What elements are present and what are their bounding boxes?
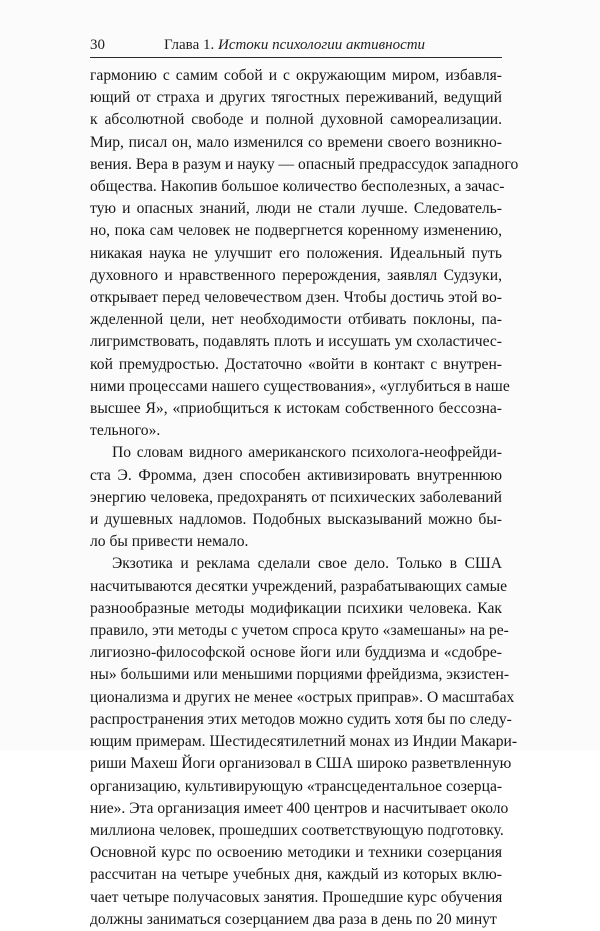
text-line: риши Махеш Йоги организовал в США широко разветвленную	[90, 755, 512, 773]
text-line: ционализма и других не менее «острых приправ». О масштабах	[90, 688, 515, 706]
chapter-heading	[164, 34, 425, 56]
text-line: ними процессами нашего существования», «углубиться в наше	[90, 377, 510, 395]
text-line: высшее Я», «приобщиться к истокам собственного бессозна-	[90, 400, 502, 418]
text-line: лигримствовать, подавлять плоть и иссушать ум схоластичес-	[90, 333, 502, 351]
text-line: ста Э. Фромма, дзен способен активизировать внутреннюю	[90, 466, 502, 484]
text-line: кой премудростью. Достаточно «войти в контакт с внутрен-	[90, 355, 502, 373]
text-line: лигиозно-философской основе йоги или буддизма и «сдобре-	[90, 644, 502, 662]
text-line: энергию человека, предохранять от психических заболеваний	[90, 488, 502, 506]
text-line: рассчитан на четыре учебных дня, каждый из которых вклю-	[90, 866, 502, 884]
page-number: 30	[90, 37, 105, 53]
paragraph-3	[90, 553, 518, 930]
text-line: вения. Вера в разум и науку — опасный предрассудок западного	[90, 155, 519, 173]
text-line: Основной курс по освоению методики и техники созерцания	[90, 844, 502, 862]
text-line: духовного и нравственного перерождения, заявлял Судзуки,	[90, 266, 502, 284]
text-line: ло бы привести немало.	[90, 533, 249, 551]
text-line: тельного».	[90, 422, 161, 440]
text-line: чает четыре получасовых занятия. Прошедшие курс обучения	[90, 888, 503, 906]
text-line: жделенной цели, нет необходимости отбивать поклоны, па-	[90, 311, 502, 329]
text-line: миллиона человек, прошедших соответствующую подготовку.	[90, 821, 504, 839]
text-line: тую и опасных знаний, люди не стали лучше. Следователь-	[90, 200, 502, 218]
text-line: к абсолютной свободе и полной духовной самореализации.	[90, 111, 502, 129]
text-line: распространения этих методов можно судить хотя бы по следу-	[90, 710, 512, 728]
text-line: открывает перед человечеством дзен. Чтобы достичь этой во-	[90, 289, 502, 307]
text-line: гармонию с самим собой и с окружающим миром, избавля-	[90, 67, 502, 84]
chapter-title: Истоки психологии активности	[217, 37, 426, 53]
text-line: общества. Накопив большое количество бесполезных, а зачас-	[90, 178, 505, 196]
text-line: организацию, культивирующую «трансцедентальное созерца-	[90, 777, 503, 795]
text-line: и душевных надломов. Подобных высказываний можно бы-	[90, 511, 502, 529]
text-line: но, пока сам человек не подвергнется коренному изменению,	[90, 222, 502, 240]
text-line: правило, эти методы с учетом спроса круто «замешаны» на ре-	[90, 622, 509, 640]
text-line: ющий от страха и других тягостных переживаний, ведущий	[90, 89, 502, 107]
text-line: По словам видного американского психолога-неофрейди-	[112, 444, 502, 462]
body-text	[90, 65, 519, 931]
text-line: ние». Эта организация имеет 400 центров и насчитывает около	[90, 799, 509, 817]
text-line: ны» большими или меньшими порциями фрейдизма, экзистен-	[90, 666, 510, 684]
text-line: разнообразные методы модификации психики человека. Как	[90, 599, 502, 617]
text-line: Мир, писал он, мало изменился со времени своего возникно-	[90, 133, 502, 151]
text-line: никакая наука не улучшит его положения. Идеальный путь	[90, 244, 502, 262]
text-line: должны заниматься созерцанием два раза в день по 20 минут	[90, 910, 497, 928]
text-line: насчитываются десятки учреждений, разрабатывающих самые	[90, 577, 508, 595]
running-head	[90, 34, 502, 56]
paragraph-2	[90, 442, 502, 553]
chapter-label: Глава 1.	[164, 37, 215, 53]
text-line: ющим примерам. Шестидесятилетний монах из Индии Макари-	[90, 733, 518, 751]
text-line: Экзотика и реклама сделали свое дело. Только в США	[112, 555, 502, 573]
header-rule	[90, 57, 502, 58]
paragraph-1	[90, 65, 519, 442]
